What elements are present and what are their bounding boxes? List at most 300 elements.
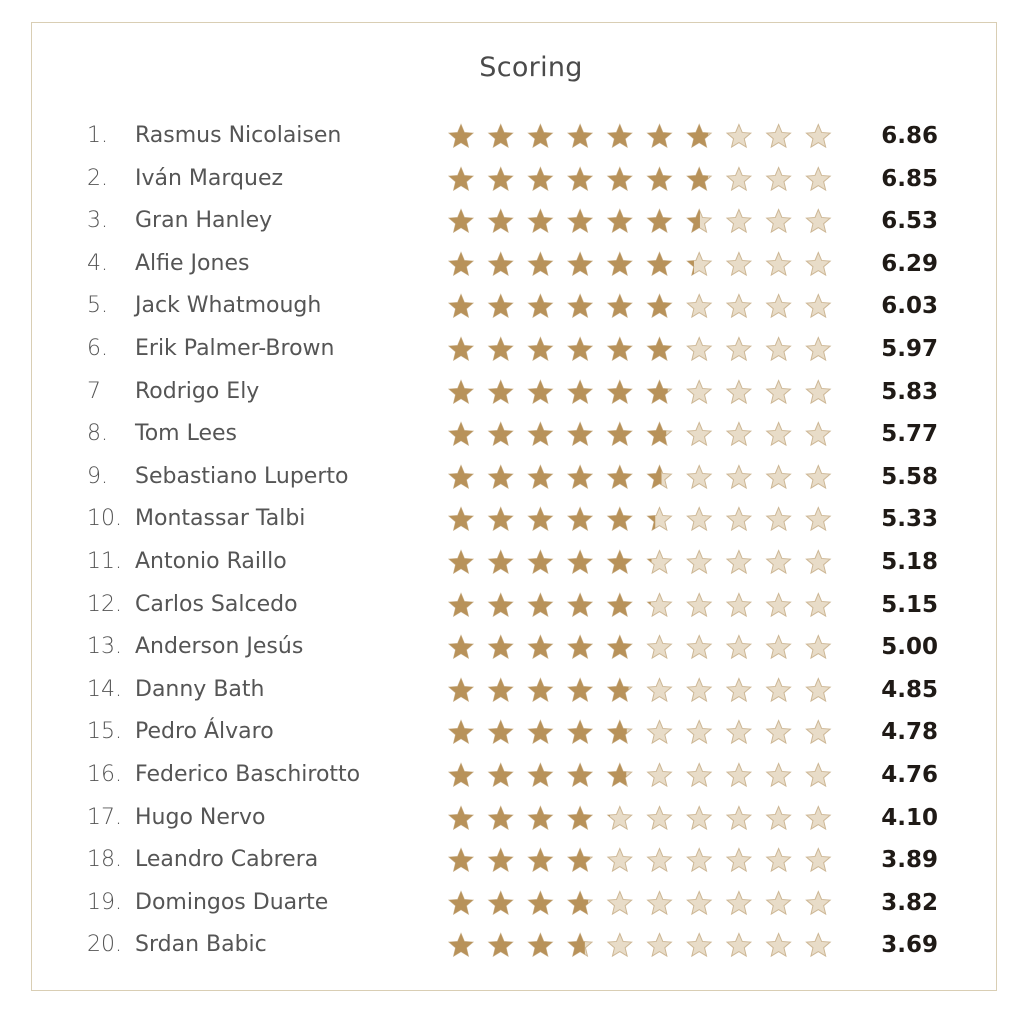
rank-label: 10. bbox=[87, 506, 122, 532]
star-icon bbox=[648, 806, 672, 829]
star-icon bbox=[806, 423, 830, 446]
star-icon bbox=[449, 380, 473, 403]
star-icon bbox=[489, 167, 513, 190]
table-row bbox=[0, 797, 1024, 839]
player-name: Rasmus Nicolaisen bbox=[135, 123, 342, 148]
score-value: 5.77 bbox=[881, 421, 938, 448]
player-name: Leandro Cabrera bbox=[135, 847, 319, 873]
score-value: 6.53 bbox=[881, 208, 938, 235]
star-rating bbox=[447, 591, 837, 621]
star-icon bbox=[806, 806, 830, 829]
star-icon bbox=[727, 423, 751, 446]
star-icon bbox=[529, 934, 553, 957]
star-icon bbox=[449, 806, 473, 829]
star-icon bbox=[727, 721, 751, 744]
player-name: Gran Hanley bbox=[135, 208, 273, 234]
player-name: Antonio Raillo bbox=[135, 549, 287, 574]
star-icon bbox=[806, 295, 830, 318]
star-icon bbox=[568, 508, 592, 531]
star-icon bbox=[449, 678, 473, 701]
table-row bbox=[0, 115, 1024, 157]
player-name: Pedro Álvaro bbox=[135, 719, 274, 745]
star-icon bbox=[727, 252, 751, 275]
star-rating bbox=[447, 335, 837, 365]
star-icon bbox=[687, 423, 711, 446]
star-icon bbox=[489, 891, 513, 914]
star-icon bbox=[767, 806, 791, 829]
star-icon bbox=[687, 551, 711, 574]
star-icon bbox=[529, 125, 553, 148]
star-icon bbox=[727, 167, 751, 190]
star-icon bbox=[449, 252, 473, 275]
star-icon bbox=[806, 551, 830, 574]
star-icon bbox=[767, 551, 791, 574]
star-icon bbox=[806, 678, 830, 701]
player-name: Tom Lees bbox=[135, 421, 237, 447]
star-icon bbox=[767, 721, 791, 744]
star-icon bbox=[608, 593, 632, 616]
score-value: 6.86 bbox=[881, 123, 938, 149]
star-icon bbox=[648, 125, 672, 148]
star-icon bbox=[687, 508, 711, 531]
star-icon bbox=[529, 806, 553, 829]
star-icon bbox=[449, 849, 473, 872]
star-icon bbox=[687, 593, 711, 616]
table-row bbox=[0, 924, 1024, 966]
star-icon bbox=[449, 338, 473, 361]
star-icon bbox=[529, 891, 553, 914]
star-icon bbox=[489, 721, 513, 744]
star-icon bbox=[529, 721, 553, 744]
player-name: Anderson Jesús bbox=[135, 634, 304, 660]
star-icon bbox=[687, 678, 711, 701]
star-icon bbox=[727, 465, 751, 488]
star-icon bbox=[489, 806, 513, 829]
star-icon bbox=[449, 934, 473, 957]
star-icon bbox=[806, 764, 830, 787]
star-icon bbox=[608, 465, 632, 488]
score-value: 6.29 bbox=[881, 250, 938, 277]
star-icon bbox=[489, 934, 513, 957]
star-icon bbox=[687, 849, 711, 872]
table-row bbox=[0, 200, 1024, 242]
star-icon bbox=[489, 764, 513, 787]
star-icon bbox=[806, 849, 830, 872]
star-icon bbox=[648, 891, 672, 914]
table-row bbox=[0, 456, 1024, 498]
star-icon bbox=[648, 678, 672, 701]
table-row bbox=[0, 839, 1024, 881]
star-icon bbox=[489, 593, 513, 616]
star-icon bbox=[568, 252, 592, 275]
star-icon bbox=[608, 764, 632, 787]
star-icon bbox=[568, 593, 592, 616]
star-icon bbox=[648, 252, 672, 275]
star-icon bbox=[608, 721, 632, 744]
star-icon bbox=[568, 423, 592, 446]
star-icon bbox=[608, 210, 632, 233]
star-icon bbox=[767, 380, 791, 403]
rank-label: 8. bbox=[87, 421, 108, 447]
star-icon bbox=[449, 764, 473, 787]
score-value: 5.15 bbox=[881, 591, 938, 618]
star-icon bbox=[648, 465, 672, 488]
score-value: 5.00 bbox=[881, 634, 938, 661]
star-rating bbox=[447, 846, 837, 876]
star-icon bbox=[648, 934, 672, 957]
star-icon bbox=[568, 636, 592, 659]
star-icon bbox=[608, 891, 632, 914]
star-icon bbox=[687, 210, 711, 233]
rank-label: 2. bbox=[87, 165, 108, 191]
star-icon bbox=[449, 465, 473, 488]
player-name: Rodrigo Ely bbox=[135, 378, 260, 404]
star-icon bbox=[767, 849, 791, 872]
rank-label: 19. bbox=[87, 889, 122, 915]
star-icon bbox=[608, 295, 632, 318]
star-rating bbox=[447, 931, 837, 961]
star-icon bbox=[687, 721, 711, 744]
star-icon bbox=[489, 423, 513, 446]
star-icon bbox=[568, 891, 592, 914]
table-row bbox=[0, 584, 1024, 626]
star-icon bbox=[806, 934, 830, 957]
star-icon bbox=[449, 593, 473, 616]
rank-label: 20. bbox=[87, 932, 122, 958]
star-icon bbox=[727, 210, 751, 233]
rank-label: 16. bbox=[87, 762, 122, 787]
star-icon bbox=[648, 338, 672, 361]
table-row bbox=[0, 285, 1024, 327]
star-icon bbox=[727, 125, 751, 148]
star-icon bbox=[529, 636, 553, 659]
star-icon bbox=[767, 465, 791, 488]
star-icon bbox=[529, 295, 553, 318]
player-name: Danny Bath bbox=[135, 676, 265, 702]
star-icon bbox=[568, 721, 592, 744]
star-icon bbox=[529, 465, 553, 488]
table-row bbox=[0, 371, 1024, 413]
star-icon bbox=[767, 210, 791, 233]
rank-label: 5. bbox=[87, 293, 108, 319]
score-value: 4.10 bbox=[881, 804, 938, 831]
star-icon bbox=[648, 167, 672, 190]
star-icon bbox=[449, 636, 473, 659]
score-value: 4.85 bbox=[881, 676, 938, 703]
player-name: Carlos Salcedo bbox=[135, 591, 298, 617]
star-icon bbox=[449, 721, 473, 744]
star-icon bbox=[687, 465, 711, 488]
star-icon bbox=[687, 806, 711, 829]
star-icon bbox=[608, 551, 632, 574]
star-icon bbox=[806, 465, 830, 488]
star-icon bbox=[648, 764, 672, 787]
table-row bbox=[0, 243, 1024, 285]
star-icon bbox=[806, 508, 830, 531]
star-icon bbox=[806, 636, 830, 659]
star-icon bbox=[529, 764, 553, 787]
star-rating bbox=[447, 378, 837, 408]
star-icon bbox=[608, 380, 632, 403]
star-icon bbox=[529, 551, 553, 574]
score-value: 5.83 bbox=[881, 378, 938, 405]
chart-title: Scoring bbox=[479, 52, 583, 83]
star-icon bbox=[608, 423, 632, 446]
star-icon bbox=[608, 125, 632, 148]
star-icon bbox=[687, 636, 711, 659]
star-icon bbox=[568, 934, 592, 957]
star-icon bbox=[806, 338, 830, 361]
star-icon bbox=[529, 423, 553, 446]
star-icon bbox=[806, 721, 830, 744]
star-icon bbox=[806, 593, 830, 616]
star-icon bbox=[767, 764, 791, 787]
star-icon bbox=[568, 125, 592, 148]
star-icon bbox=[767, 167, 791, 190]
table-row bbox=[0, 754, 1024, 796]
star-icon bbox=[568, 167, 592, 190]
star-icon bbox=[529, 593, 553, 616]
star-icon bbox=[489, 551, 513, 574]
star-icon bbox=[529, 380, 553, 403]
star-icon bbox=[529, 508, 553, 531]
score-value: 3.89 bbox=[881, 847, 938, 874]
rank-label: 11. bbox=[87, 549, 122, 574]
star-rating bbox=[447, 165, 837, 195]
rank-label: 9. bbox=[87, 463, 108, 489]
star-icon bbox=[529, 338, 553, 361]
star-rating bbox=[447, 420, 837, 450]
star-icon bbox=[529, 849, 553, 872]
star-icon bbox=[767, 252, 791, 275]
star-icon bbox=[608, 678, 632, 701]
star-icon bbox=[449, 423, 473, 446]
player-name: Srdan Babic bbox=[135, 932, 267, 958]
star-icon bbox=[568, 806, 592, 829]
star-icon bbox=[489, 295, 513, 318]
star-icon bbox=[449, 125, 473, 148]
star-icon bbox=[806, 252, 830, 275]
star-icon bbox=[767, 593, 791, 616]
star-icon bbox=[648, 636, 672, 659]
table-row bbox=[0, 328, 1024, 370]
star-rating bbox=[447, 122, 837, 152]
star-icon bbox=[608, 338, 632, 361]
star-icon bbox=[806, 891, 830, 914]
player-name: Federico Baschirotto bbox=[135, 762, 361, 787]
star-icon bbox=[767, 934, 791, 957]
star-rating bbox=[447, 292, 837, 322]
star-icon bbox=[529, 252, 553, 275]
star-icon bbox=[648, 721, 672, 744]
star-icon bbox=[568, 210, 592, 233]
star-icon bbox=[608, 508, 632, 531]
star-icon bbox=[648, 508, 672, 531]
rank-label: 1. bbox=[87, 123, 108, 148]
star-rating bbox=[447, 676, 837, 706]
rank-label: 17. bbox=[87, 804, 122, 830]
star-icon bbox=[648, 423, 672, 446]
star-icon bbox=[648, 295, 672, 318]
star-icon bbox=[449, 891, 473, 914]
table-row bbox=[0, 498, 1024, 540]
star-icon bbox=[687, 252, 711, 275]
player-name: Jack Whatmough bbox=[135, 293, 322, 319]
star-icon bbox=[687, 934, 711, 957]
player-name: Alfie Jones bbox=[135, 250, 250, 276]
star-icon bbox=[727, 380, 751, 403]
score-value: 6.85 bbox=[881, 165, 938, 192]
star-icon bbox=[529, 167, 553, 190]
player-name: Hugo Nervo bbox=[135, 804, 266, 830]
score-value: 4.76 bbox=[881, 762, 938, 788]
star-icon bbox=[727, 678, 751, 701]
rank-label: 4. bbox=[87, 250, 108, 276]
star-icon bbox=[449, 551, 473, 574]
star-icon bbox=[727, 891, 751, 914]
star-icon bbox=[489, 125, 513, 148]
star-rating bbox=[447, 463, 837, 493]
star-icon bbox=[568, 295, 592, 318]
rank-label: 3. bbox=[87, 208, 108, 234]
star-icon bbox=[568, 764, 592, 787]
star-icon bbox=[489, 338, 513, 361]
star-icon bbox=[529, 678, 553, 701]
table-row bbox=[0, 882, 1024, 924]
star-icon bbox=[767, 423, 791, 446]
star-icon bbox=[568, 380, 592, 403]
star-icon bbox=[608, 636, 632, 659]
star-icon bbox=[648, 551, 672, 574]
star-icon bbox=[608, 252, 632, 275]
star-icon bbox=[767, 338, 791, 361]
star-icon bbox=[648, 593, 672, 616]
star-icon bbox=[568, 338, 592, 361]
table-row bbox=[0, 711, 1024, 753]
star-icon bbox=[687, 380, 711, 403]
star-icon bbox=[687, 891, 711, 914]
star-rating bbox=[447, 718, 837, 748]
table-row bbox=[0, 669, 1024, 711]
table-row bbox=[0, 541, 1024, 583]
player-name: Sebastiano Luperto bbox=[135, 463, 349, 489]
star-rating bbox=[447, 761, 837, 791]
star-icon bbox=[489, 210, 513, 233]
star-icon bbox=[568, 678, 592, 701]
table-row bbox=[0, 626, 1024, 668]
rank-label: 14. bbox=[87, 676, 122, 702]
star-icon bbox=[727, 551, 751, 574]
star-icon bbox=[727, 806, 751, 829]
star-icon bbox=[806, 210, 830, 233]
rank-label: 7 bbox=[87, 378, 101, 404]
star-icon bbox=[727, 849, 751, 872]
score-value: 5.33 bbox=[881, 506, 938, 533]
star-icon bbox=[806, 125, 830, 148]
star-icon bbox=[767, 508, 791, 531]
star-icon bbox=[648, 849, 672, 872]
star-icon bbox=[767, 636, 791, 659]
star-icon bbox=[449, 167, 473, 190]
star-icon bbox=[489, 465, 513, 488]
star-icon bbox=[727, 636, 751, 659]
star-icon bbox=[727, 508, 751, 531]
star-icon bbox=[687, 167, 711, 190]
rank-label: 18. bbox=[87, 847, 122, 873]
star-icon bbox=[568, 465, 592, 488]
star-icon bbox=[648, 210, 672, 233]
table-row bbox=[0, 158, 1024, 200]
score-value: 5.18 bbox=[881, 549, 938, 575]
player-name: Domingos Duarte bbox=[135, 889, 329, 915]
star-icon bbox=[687, 125, 711, 148]
star-icon bbox=[449, 508, 473, 531]
star-icon bbox=[648, 380, 672, 403]
star-icon bbox=[489, 252, 513, 275]
rank-label: 12. bbox=[87, 591, 122, 617]
star-icon bbox=[687, 764, 711, 787]
star-icon bbox=[727, 764, 751, 787]
rank-label: 13. bbox=[87, 634, 122, 660]
score-value: 4.78 bbox=[881, 719, 938, 746]
star-icon bbox=[608, 167, 632, 190]
star-rating bbox=[447, 548, 837, 578]
star-icon bbox=[489, 508, 513, 531]
score-value: 6.03 bbox=[881, 293, 938, 320]
star-icon bbox=[687, 338, 711, 361]
score-value: 5.58 bbox=[881, 463, 938, 490]
star-icon bbox=[767, 678, 791, 701]
score-value: 5.97 bbox=[881, 336, 938, 362]
star-icon bbox=[727, 338, 751, 361]
star-icon bbox=[489, 380, 513, 403]
player-name: Erik Palmer-Brown bbox=[135, 336, 335, 361]
star-rating bbox=[447, 804, 837, 834]
star-icon bbox=[568, 551, 592, 574]
star-icon bbox=[727, 593, 751, 616]
star-rating bbox=[447, 505, 837, 535]
star-icon bbox=[489, 678, 513, 701]
rank-label: 15. bbox=[87, 719, 122, 745]
star-icon bbox=[608, 934, 632, 957]
player-name: Montassar Talbi bbox=[135, 506, 306, 532]
star-icon bbox=[489, 849, 513, 872]
star-icon bbox=[806, 380, 830, 403]
star-rating bbox=[447, 207, 837, 237]
star-rating bbox=[447, 633, 837, 663]
score-value: 3.82 bbox=[881, 889, 938, 916]
star-rating bbox=[447, 250, 837, 280]
star-icon bbox=[608, 806, 632, 829]
star-icon bbox=[608, 849, 632, 872]
star-icon bbox=[449, 295, 473, 318]
player-name: Iván Marquez bbox=[135, 165, 284, 191]
star-icon bbox=[687, 295, 711, 318]
star-icon bbox=[806, 167, 830, 190]
star-icon bbox=[568, 849, 592, 872]
star-icon bbox=[449, 210, 473, 233]
star-icon bbox=[529, 210, 553, 233]
star-icon bbox=[767, 891, 791, 914]
score-value: 3.69 bbox=[881, 932, 938, 959]
star-icon bbox=[727, 934, 751, 957]
star-icon bbox=[727, 295, 751, 318]
star-rating bbox=[447, 889, 837, 919]
star-icon bbox=[489, 636, 513, 659]
star-icon bbox=[767, 125, 791, 148]
table-row bbox=[0, 413, 1024, 455]
star-icon bbox=[767, 295, 791, 318]
